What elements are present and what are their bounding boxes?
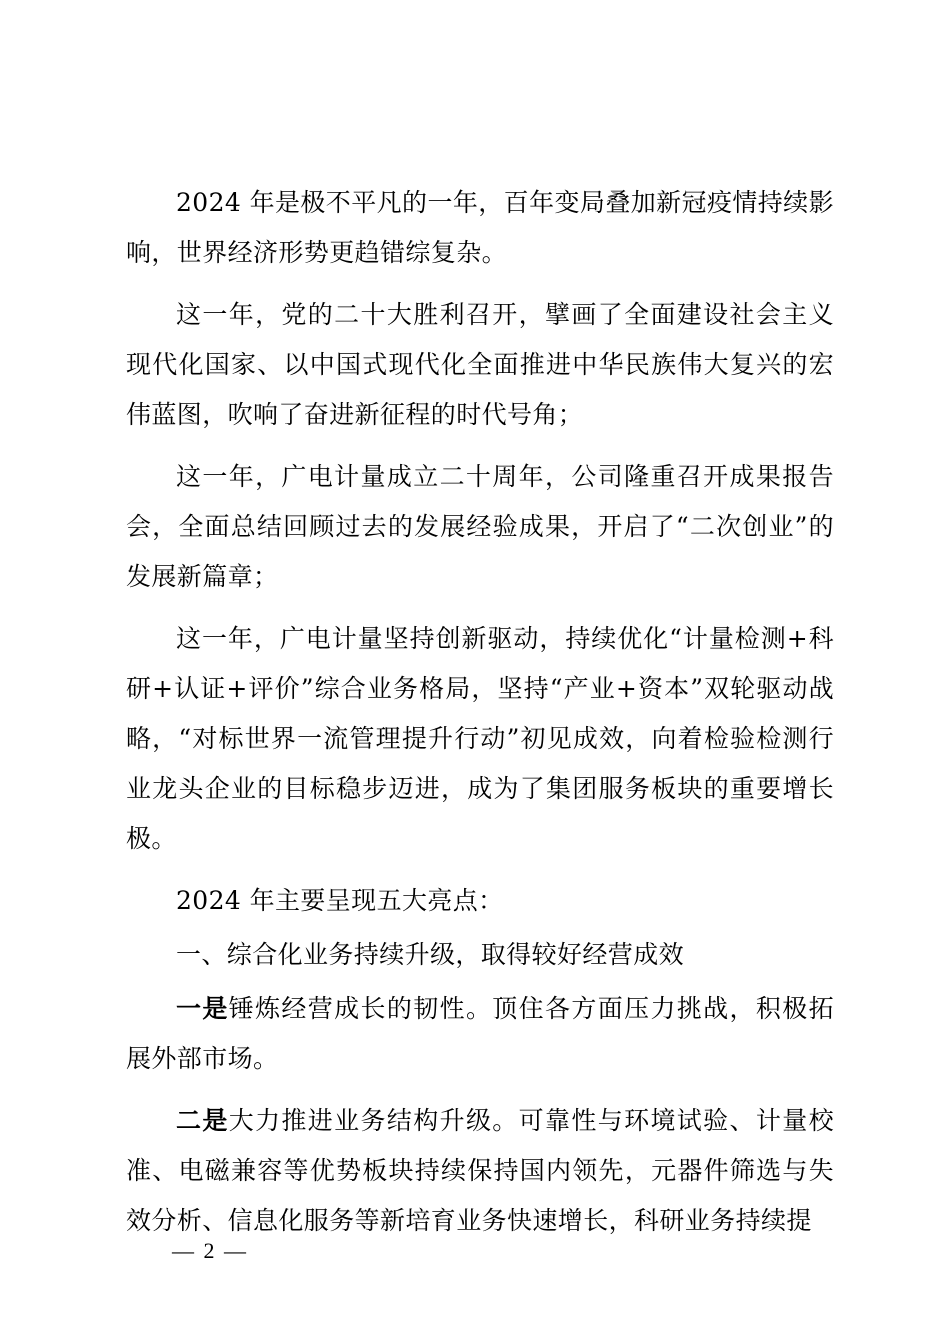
paragraph-congress	[126, 290, 834, 440]
section-heading-text: 一、综合化业务持续升级，取得较好经营成效	[176, 940, 685, 969]
paragraph-text: 大力推进业务结构升级。可靠性与环境试验、计量校准、电磁兼容等优势板块持续保持国内领先，元器件筛选与失效分析、信息化服务等新培育业务快速增长，科研业务持续提	[126, 1106, 834, 1235]
page-number: — 2 —	[172, 1238, 248, 1263]
paragraph-innovation	[126, 614, 834, 864]
point-lead: 二是	[176, 1106, 229, 1135]
paragraph-point-1	[126, 984, 834, 1084]
paragraph-intro	[126, 178, 834, 278]
section-heading-1	[126, 930, 834, 980]
paragraph-text: 2024 年主要呈现五大亮点：	[176, 886, 504, 915]
paragraph-text: 这一年，广电计量成立二十周年，公司隆重召开成果报告会，全面总结回顾过去的发展经验成果，开启了“二次创业”的发展新篇章；	[126, 462, 834, 591]
paragraph-text: 这一年，党的二十大胜利召开，擘画了全面建设社会主义现代化国家、以中国式现代化全面推进中华民族伟大复兴的宏伟蓝图，吹响了奋进新征程的时代号角；	[126, 300, 834, 429]
paragraph-text: 2024 年是极不平凡的一年，百年变局叠加新冠疫情持续影响，世界经济形势更趋错综复杂。	[126, 188, 834, 267]
paragraph-text: 锤炼经营成长的韧性。顶住各方面压力挑战，积极拓展外部市场。	[126, 994, 834, 1073]
document-body	[126, 178, 834, 1258]
point-lead: 一是	[176, 994, 229, 1023]
paragraph-text: 这一年，广电计量坚持创新驱动，持续优化“计量检测+科研+认证+评价”综合业务格局，坚持“产业+资本”双轮驱动战略，“对标世界一流管理提升行动”初见成效，向着检验检测行业龙头企业的目标稳步迈进，成为了集团服务板块的重要增长极。	[126, 624, 834, 853]
paragraph-point-2	[126, 1096, 834, 1246]
paragraph-anniversary	[126, 452, 834, 602]
paragraph-highlights-intro	[126, 876, 834, 926]
